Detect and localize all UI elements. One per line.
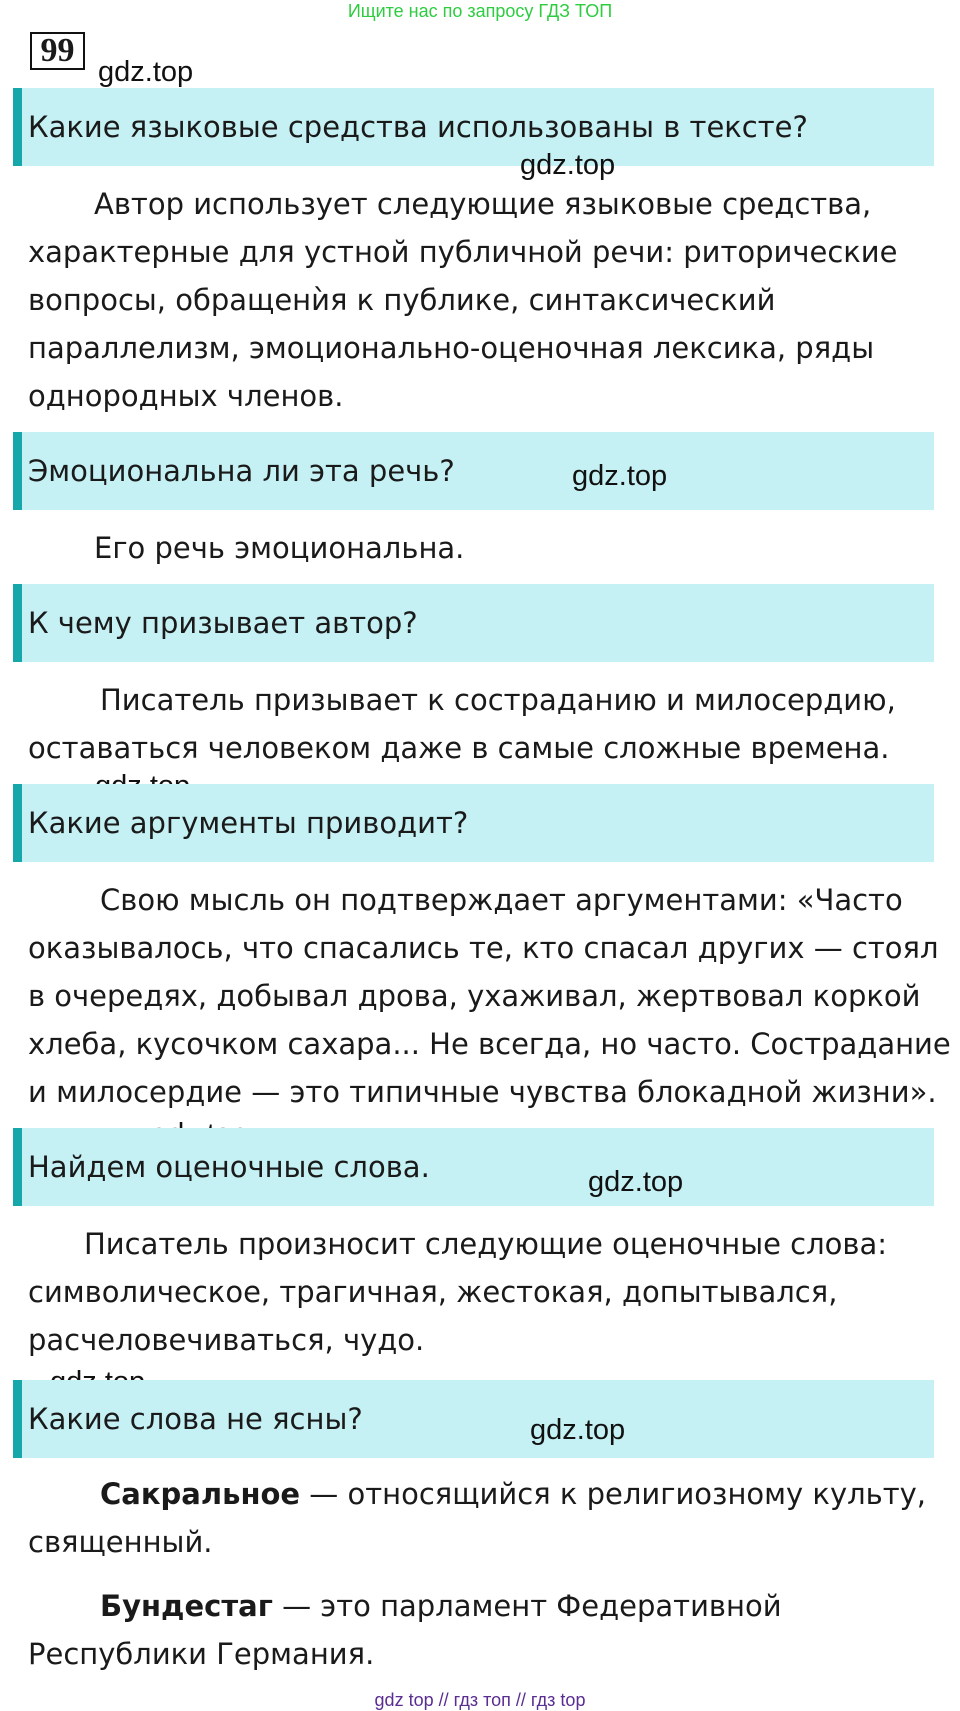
watermark: gdz.top <box>572 460 668 492</box>
answer-paragraph: Писатель произносит следующие оценочные слова: символическое, трагичная, жестокая, допытывался, расчеловечиваться, чудо. <box>28 1227 888 1357</box>
question-text: Найдем оценочные слова. <box>28 1150 430 1184</box>
question-text: Какие аргументы приводит? <box>28 806 469 840</box>
answer-paragraph: Автор использует следующие языковые средства, характерные для устной публичной речи: риторические вопросы, обращенѝя к публике, синтаксический параллелизм, эмоционально-оценочная лексика, ряды однородных членов. <box>28 187 898 413</box>
answer-paragraph: Его речь эмоциональна. <box>94 531 465 565</box>
definition-text: — это парламент Федеративной Республики Германия. <box>28 1589 782 1671</box>
definition-paragraph <box>28 1470 953 1566</box>
answer-paragraph: Свою мысль он подтверждает аргументами: «Часто оказывалось, что спасались те, кто спасал других — стоял в очередях, добывал дрова, ухаживал, жертвовал коркой хлеба, кусочком сахара... Не всегда, но часто. Сострадание и милосердие — это типичные чувства блокадной жизни». <box>28 883 951 1109</box>
definition-term: Сакральное <box>100 1477 301 1511</box>
definition-term: Бундестаг <box>100 1589 273 1623</box>
question-text: Какие языковые средства использованы в тексте? <box>28 110 808 144</box>
watermark: gdz.top <box>588 1166 684 1198</box>
question-text: Какие слова не ясны? <box>28 1402 363 1436</box>
footer-links[interactable]: gdz top // гдз топ // гдз top <box>374 1690 586 1710</box>
answer-paragraph: Писатель призывает к состраданию и милосердию, оставаться человеком даже в самые сложные времена. <box>28 683 896 765</box>
question-text: К чему призывает автор? <box>28 606 418 640</box>
definition-paragraph <box>28 1582 953 1678</box>
task-number-box: 99 <box>30 32 85 70</box>
question-text: Эмоциональна ли эта речь? <box>28 454 455 488</box>
definition-text: — относящийся к религиозному культу, священный. <box>28 1477 927 1559</box>
watermark: gdz.top <box>520 149 616 181</box>
top-banner[interactable]: Ищите нас по запросу ГДЗ ТОП <box>347 1 613 21</box>
watermark: gdz.top <box>530 1414 626 1446</box>
watermark: gdz.top <box>98 56 194 88</box>
